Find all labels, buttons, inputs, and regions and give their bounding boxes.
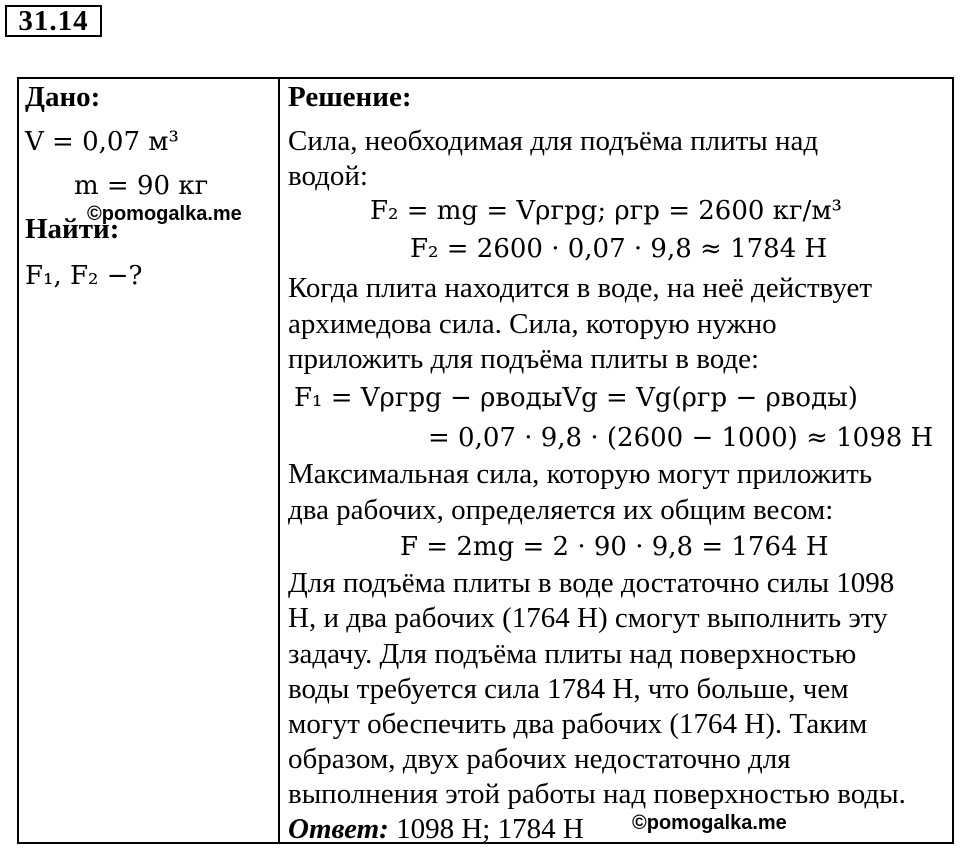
solution-table xyxy=(17,77,954,844)
solution-line: архимедова сила. Сила, которую нужно xyxy=(288,308,777,340)
given-mass: m = 90 кг xyxy=(74,171,209,201)
answer-value: 1098 Н; 1784 Н xyxy=(388,813,584,845)
solution-line: образом, двух рабочих недостаточно для xyxy=(288,743,791,775)
solution-line: Сила, необходимая для подъёма плиты над xyxy=(288,125,819,157)
watermark: ©pomogalka.me xyxy=(87,203,242,225)
formula-f1: F₁ = Vρгрg − ρводыVg = Vg(ρгр − ρводы) xyxy=(294,383,858,413)
solution-line: могут обеспечить два рабочих (1764 Н). Таким xyxy=(288,708,868,740)
solution-line: два рабочих, определяется их общим весом: xyxy=(288,494,834,526)
solution-line: Н, и два рабочих (1764 Н) смогут выполнить эту xyxy=(288,602,888,634)
find-forces: F₁, F₂ −? xyxy=(25,261,143,291)
watermark: ©pomogalka.me xyxy=(632,812,787,834)
solution-line: Максимальная сила, которую могут приложить xyxy=(288,458,873,490)
solution-line: задачу. Для подъёма плиты над поверхностью xyxy=(288,638,857,670)
solution-heading: Решение: xyxy=(288,81,412,113)
given-heading: Дано: xyxy=(25,81,101,113)
answer-line xyxy=(288,812,584,846)
solution-line: выполнения этой работы над поверхностью воды. xyxy=(288,778,906,810)
solution-line: приложить для подъёма плиты в воде: xyxy=(288,343,760,375)
solution-line: водой: xyxy=(288,160,368,192)
solution-line: воды требуется сила 1784 Н, что больше, чем xyxy=(288,673,849,705)
answer-label: Ответ: xyxy=(288,813,389,845)
formula-f1-value: = 0,07 · 9,8 · (2600 − 1000) ≈ 1098 Н xyxy=(428,423,934,453)
solution-column xyxy=(280,79,952,845)
formula-f2-value: F₂ = 2600 · 0,07 · 9,8 ≈ 1784 Н xyxy=(410,234,828,264)
formula-f: F = 2mg = 2 · 90 · 9,8 = 1764 Н xyxy=(400,532,829,562)
solution-line: Для подъёма плиты в воде достаточно силы 1098 xyxy=(288,567,895,599)
problem-number: 31.14 xyxy=(5,5,102,37)
find-heading: Найти: xyxy=(25,213,120,245)
given-volume: V = 0,07 м³ xyxy=(25,127,179,157)
given-column xyxy=(19,79,278,842)
formula-f2: F₂ = mg = Vρгрg; ρгр = 2600 кг/м³ xyxy=(370,196,842,226)
solution-line: Когда плита находится в воде, на неё действует xyxy=(288,272,873,304)
